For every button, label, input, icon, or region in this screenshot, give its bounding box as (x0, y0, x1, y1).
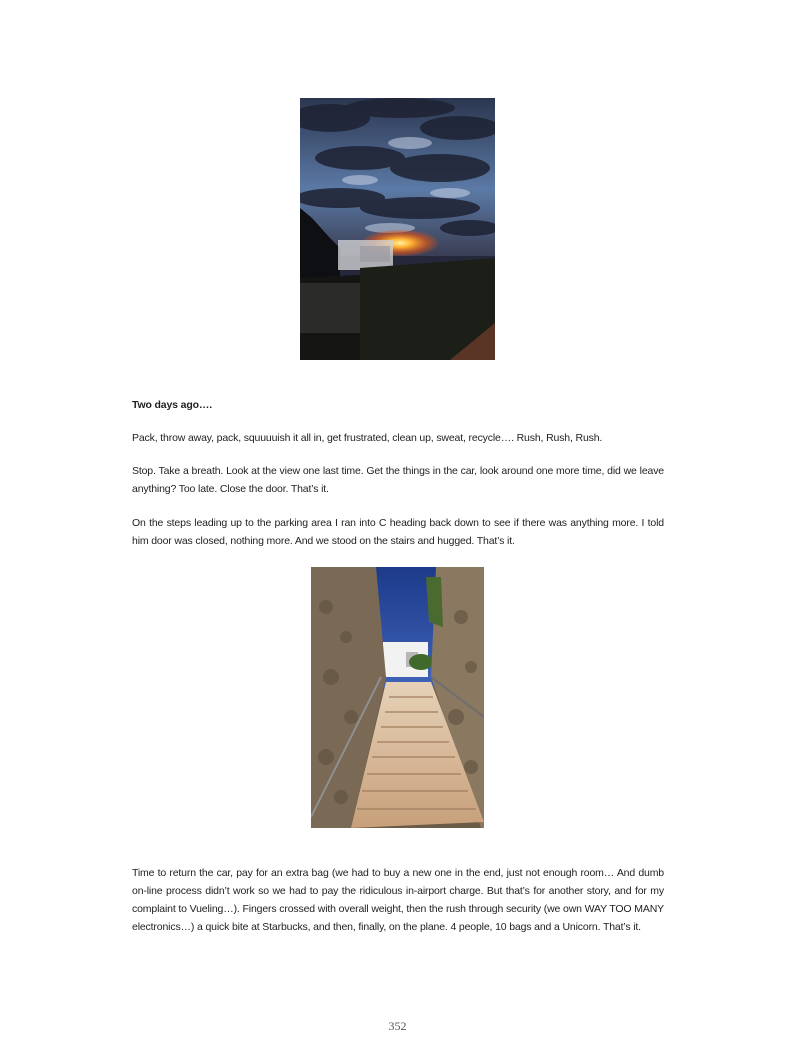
paragraph-3: On the steps leading up to the parking area I ran into C heading back down to see if there was anything more. I told him door was closed, nothing more. And we stood on the stairs and hugged. That’s it. (132, 517, 664, 547)
paragraph-2: Stop. Take a breath. Look at the view one last time. Get the things in the car, look around one more time, did we leave anything? Too late. Close the door. That’s it. (132, 465, 664, 495)
section-heading: Two days ago…. (132, 399, 212, 411)
stairs-image (311, 567, 484, 828)
paragraph-1: Pack, throw away, pack, squuuuish it all in, get frustrated, clean up, sweat, recycle…. Rush, Rush, Rush. (132, 432, 603, 444)
sunset-photo (300, 98, 495, 360)
paragraph-4: Time to return the car, pay for an extra bag (we had to buy a new one in the end, just not enough room… And dumb on-line process didn’t work so we had to pay the ridiculous in-airport charge. But that’s for another story, and for my complaint to Vueling…). Fingers crossed with overall weight, then the rush through security (we own WAY TOO MANY electronics…) a quick bite at Starbucks, and then, finally, on the plane. 4 people, 10 bags and a Unicorn. That’s it. (132, 867, 664, 933)
page-number: 352 (388, 1019, 407, 1033)
stairs-photo (311, 567, 484, 828)
sunset-image (300, 98, 495, 360)
